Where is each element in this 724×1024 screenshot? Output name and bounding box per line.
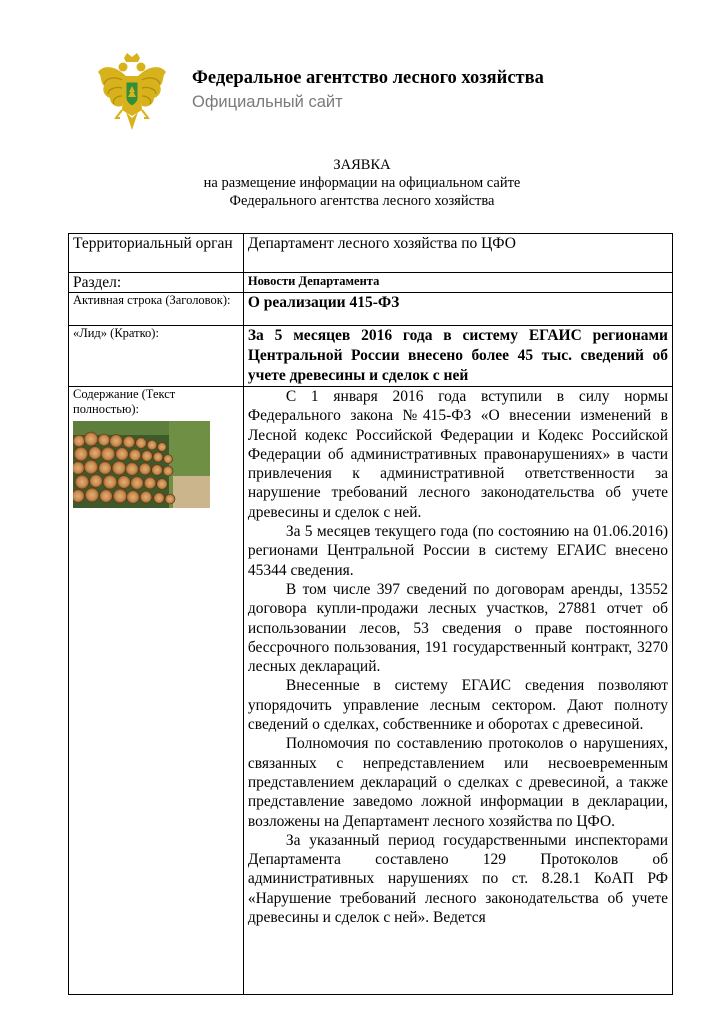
content-paragraph: За указанный период государственными инспекторами Департамента составлено 129 Протоколов об административных нарушениях по ст. 8.28.1 КоАП РФ «Нарушение требований лесного законодательства об учете древесины и сделок с ней». Ведется: [247, 831, 668, 927]
headline-label: Активная строка (Заголовок):: [69, 293, 244, 326]
table-row: [69, 293, 673, 326]
application-form-table: [68, 233, 673, 995]
section-label: Раздел:: [69, 273, 244, 293]
content-text: [243, 387, 672, 995]
title-line-1: ЗАЯВКА: [333, 157, 391, 173]
forestry-emblem-icon: [96, 52, 168, 132]
content-label-cell: [69, 387, 244, 995]
title-line-2: на размещение информации на официальном сайте: [203, 175, 521, 191]
content-paragraph: В том числе 397 сведений по договорам аренды, 13552 договора купли-продажи лесных участков, 27881 отчет об использовании лесов, 53 сведения о праве постоянного бессрочного пользования, 191 государственный контракт, 3270 лесных деклараций.: [247, 580, 668, 676]
territorial-body-value: Департамент лесного хозяйства по ЦФО: [243, 234, 672, 273]
territorial-body-label: Территориальный орган: [69, 234, 244, 273]
site-subtitle: Официальный сайт: [192, 93, 343, 111]
timber-stack-photo: [73, 421, 210, 508]
table-row: [69, 234, 673, 273]
document-title: [0, 156, 724, 210]
section-value: Новости Департамента: [243, 273, 672, 293]
table-row: [69, 387, 673, 995]
content-paragraph: С 1 января 2016 года вступили в силу нормы Федерального закона №415-ФЗ «О внесении изменений в Лесной кодекс Российской Федерации и Кодекс Российской Федерации об административных правонарушениях» в части привлечения к административной ответственности за нарушение требований лесного законодательства об учете древесины и сделок с ней.: [247, 388, 668, 521]
content-paragraph: Полномочия по составлению протоколов о нарушениях, связанных с непредставлением или несвоевременным представлением деклараций о сделках с древесиной, а также представление заведомо ложной информации в декларации, возложены на Департамент лесного хозяйства по ЦФО.: [247, 735, 668, 830]
title-line-3: Федерального агентства лесного хозяйства: [229, 193, 495, 209]
table-row: [69, 326, 673, 387]
lead-label: «Лид» (Кратко):: [69, 326, 244, 387]
site-header: [96, 52, 656, 132]
table-row: [69, 273, 673, 293]
content-paragraph: За 5 месяцев текущего года (по состоянию на 01.06.2016) регионами Центральной России в систему ЕГАИС внесено 45344 сведения.: [247, 523, 668, 579]
content-paragraph: Внесенные в систему ЕГАИС сведения позволяют упорядочить управление лесным сектором. Дают полноту сведений о сделках, собственнике и оборотах с древесиной.: [247, 677, 668, 734]
content-label: Содержание (Текст полностью):: [73, 387, 176, 416]
lead-value: За 5 месяцев 2016 года в систему ЕГАИС регионами Центральной России внесено более 45 тыс. сведений об учете древесины и сделок с ней: [243, 326, 672, 387]
agency-name: Федеральное агентство лесного хозяйства: [192, 68, 544, 88]
headline-value: О реализации 415-ФЗ: [243, 293, 672, 326]
